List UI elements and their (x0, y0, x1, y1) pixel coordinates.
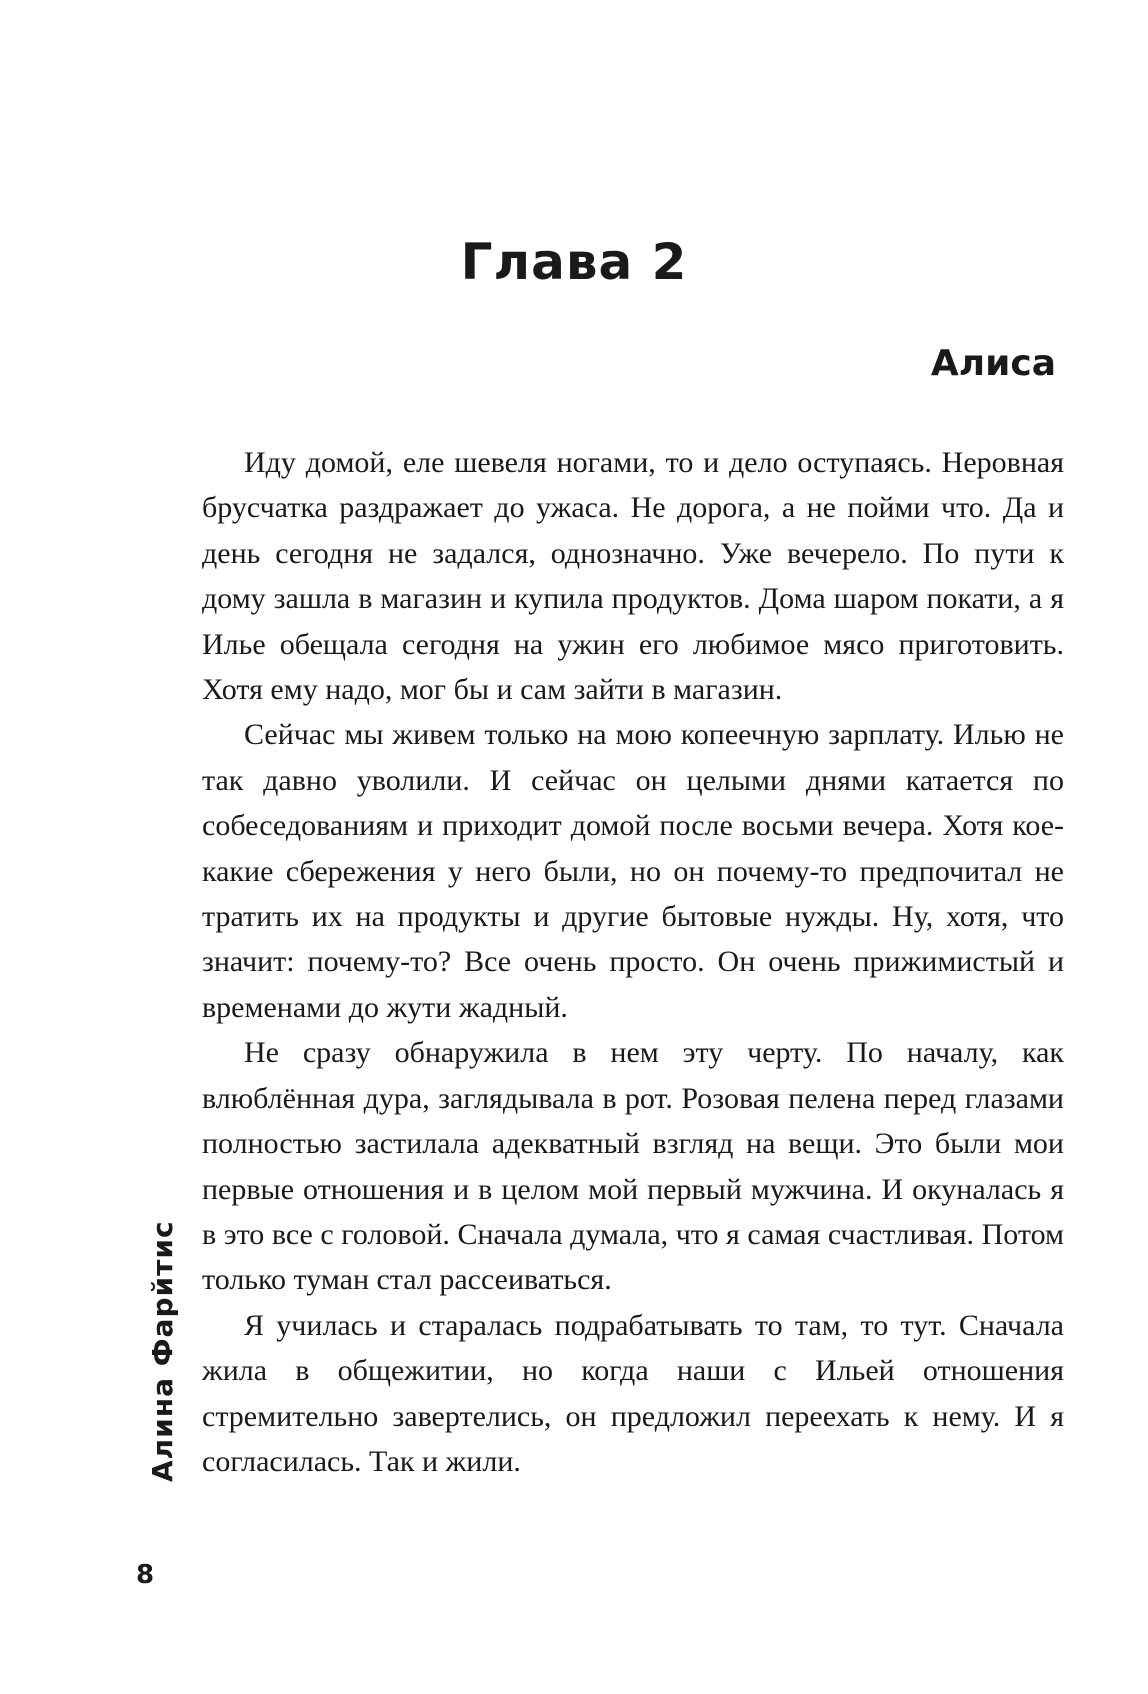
chapter-title: Глава 2 (460, 233, 688, 291)
paragraph: Я училась и старалась подрабатывать то там, то тут. Сначала жила в общежитии, но когда наши с Ильей отношения стремительно завертелись, он предложил переехать к нему. И я согласилась. Так и жили. (202, 1308, 1064, 1478)
page-number: 8 (136, 1560, 155, 1590)
author-name: Алина Фарйтис (146, 1220, 179, 1482)
body-text (202, 440, 1064, 1484)
paragraph: Не сразу обнаружила в нем эту черту. По началу, как влюблённая дура, заглядывала в рот. Розовая пелена перед глазами полностью застилала адекватный взгляд на вещи. Это были мои первые отношения и в целом мой первый мужчина. И окуналась я в это все с головой. Сначала думала, что я самая счастливая. Потом только туман стал рассеиваться. (202, 1036, 1064, 1297)
paragraph: Сейчас мы живем только на мою копеечную зарплату. Илью не так давно уволили. И сейчас он целыми днями катается по собеседованиям и приходит домой после восьми вечера. Хотя кое-какие сбережения у него были, но он почему-то предпочитал не тратить их на продукты и другие бытовые нужды. Ну, хотя, что значит: почему-то? Все очень просто. Он очень прижимистый и временами до жути жадный. (202, 718, 1064, 1024)
section-title: Алиса (930, 343, 1056, 384)
paragraph: Иду домой, еле шевеля ногами, то и дело оступаясь. Неровная брусчатка раздражает до ужаса. Не дорога, а не пойми что. Да и день сегодня не задался, однозначно. Уже вечерело. По пути к дому зашла в магазин и купила продуктов. Дома шаром покати, а я Илье обещала сегодня на ужин его любимое мясо приготовить. Хотя ему надо, мог бы и сам зайти в магазин. (202, 446, 1064, 707)
